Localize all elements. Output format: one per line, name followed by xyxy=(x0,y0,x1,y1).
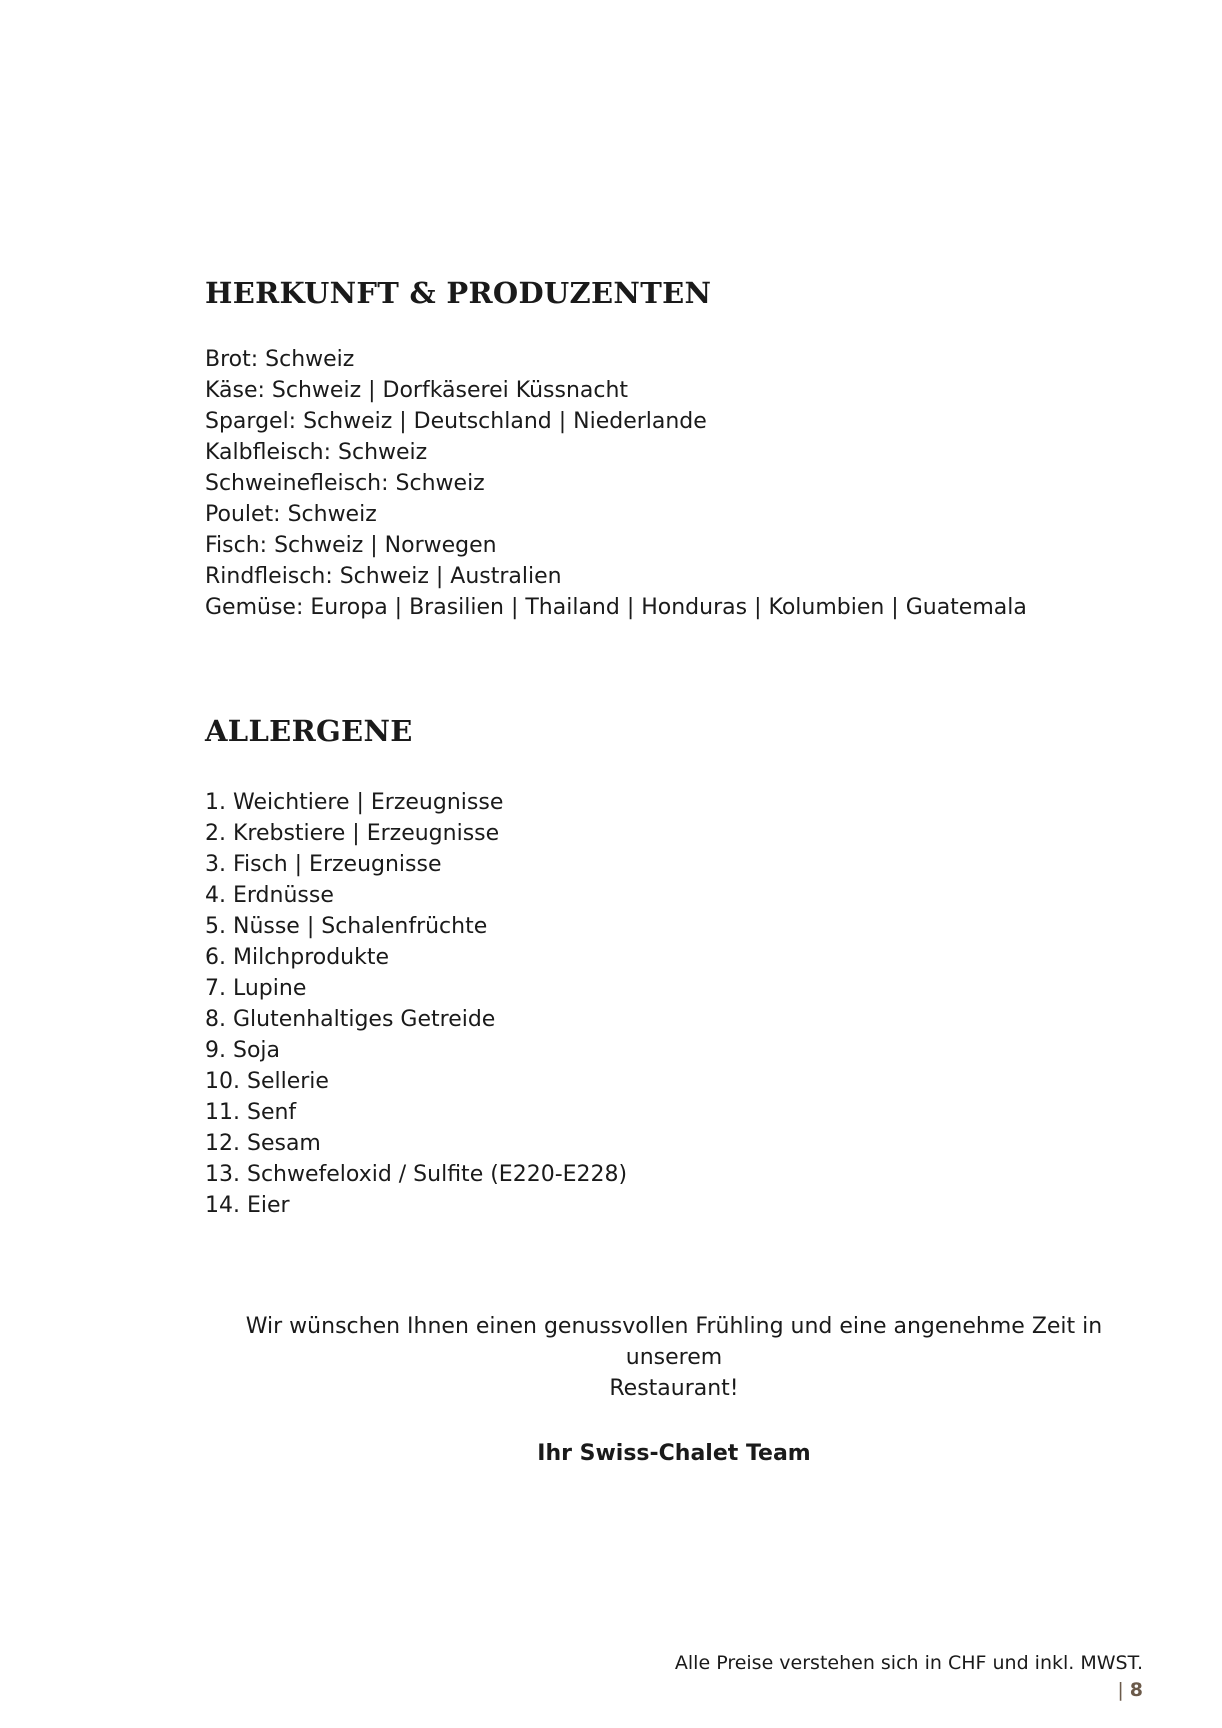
origin-item-beef: Rindfleisch: Schweiz | Australien xyxy=(205,564,562,589)
price-note: Alle Preise verstehen sich in CHF und inkl. MWST. xyxy=(674,1652,1143,1674)
allergen-item: 4. Erdnüsse xyxy=(205,883,334,908)
allergen-item: 7. Lupine xyxy=(205,976,307,1001)
allergen-item: 14. Eier xyxy=(205,1193,290,1218)
origin-item-asparagus: Spargel: Schweiz | Deutschland | Niederlande xyxy=(205,409,707,434)
signature: Ihr Swiss-Chalet Team xyxy=(537,1441,811,1466)
closing-message xyxy=(196,1311,1152,1404)
origin-list xyxy=(205,344,1027,623)
closing-line-1: Wir wünschen Ihnen einen genussvollen Frühling und eine angenehme Zeit in unserem xyxy=(245,1314,1103,1370)
origin-item-pork: Schweinefleisch: Schweiz xyxy=(205,471,485,496)
closing-line-2: Restaurant! xyxy=(609,1376,739,1401)
origin-item-vegetables: Gemüse: Europa | Brasilien | Thailand | Honduras | Kolumbien | Guatemala xyxy=(205,595,1027,620)
allergen-list xyxy=(205,787,627,1221)
origin-item-veal: Kalbfleisch: Schweiz xyxy=(205,440,428,465)
allergen-item: 5. Nüsse | Schalenfrüchte xyxy=(205,914,488,939)
allergen-item: 11. Senf xyxy=(205,1100,297,1125)
page-number xyxy=(1117,1677,1143,1703)
page-number-separator: | xyxy=(1117,1679,1124,1701)
allergens-section-title: ALLERGENE xyxy=(205,714,413,748)
allergen-item: 9. Soja xyxy=(205,1038,281,1063)
origin-item-bread: Brot: Schweiz xyxy=(205,347,355,372)
allergen-item: 6. Milchprodukte xyxy=(205,945,390,970)
allergen-item: 13. Schwefeloxid / Sulfite (E220-E228) xyxy=(205,1162,628,1187)
allergen-item: 10. Sellerie xyxy=(205,1069,329,1094)
allergen-item: 1. Weichtiere | Erzeugnisse xyxy=(205,790,504,815)
allergen-item: 8. Glutenhaltiges Getreide xyxy=(205,1007,496,1032)
origin-section-title: HERKUNFT & PRODUZENTEN xyxy=(205,276,712,310)
allergen-item: 12. Sesam xyxy=(205,1131,321,1156)
origin-item-fish: Fisch: Schweiz | Norwegen xyxy=(205,533,497,558)
allergen-item: 3. Fisch | Erzeugnisse xyxy=(205,852,442,877)
page-number-value: 8 xyxy=(1129,1679,1143,1701)
origin-item-cheese: Käse: Schweiz | Dorfkäserei Küssnacht xyxy=(205,378,629,403)
origin-item-chicken: Poulet: Schweiz xyxy=(205,502,377,527)
allergen-item: 2. Krebstiere | Erzeugnisse xyxy=(205,821,500,846)
